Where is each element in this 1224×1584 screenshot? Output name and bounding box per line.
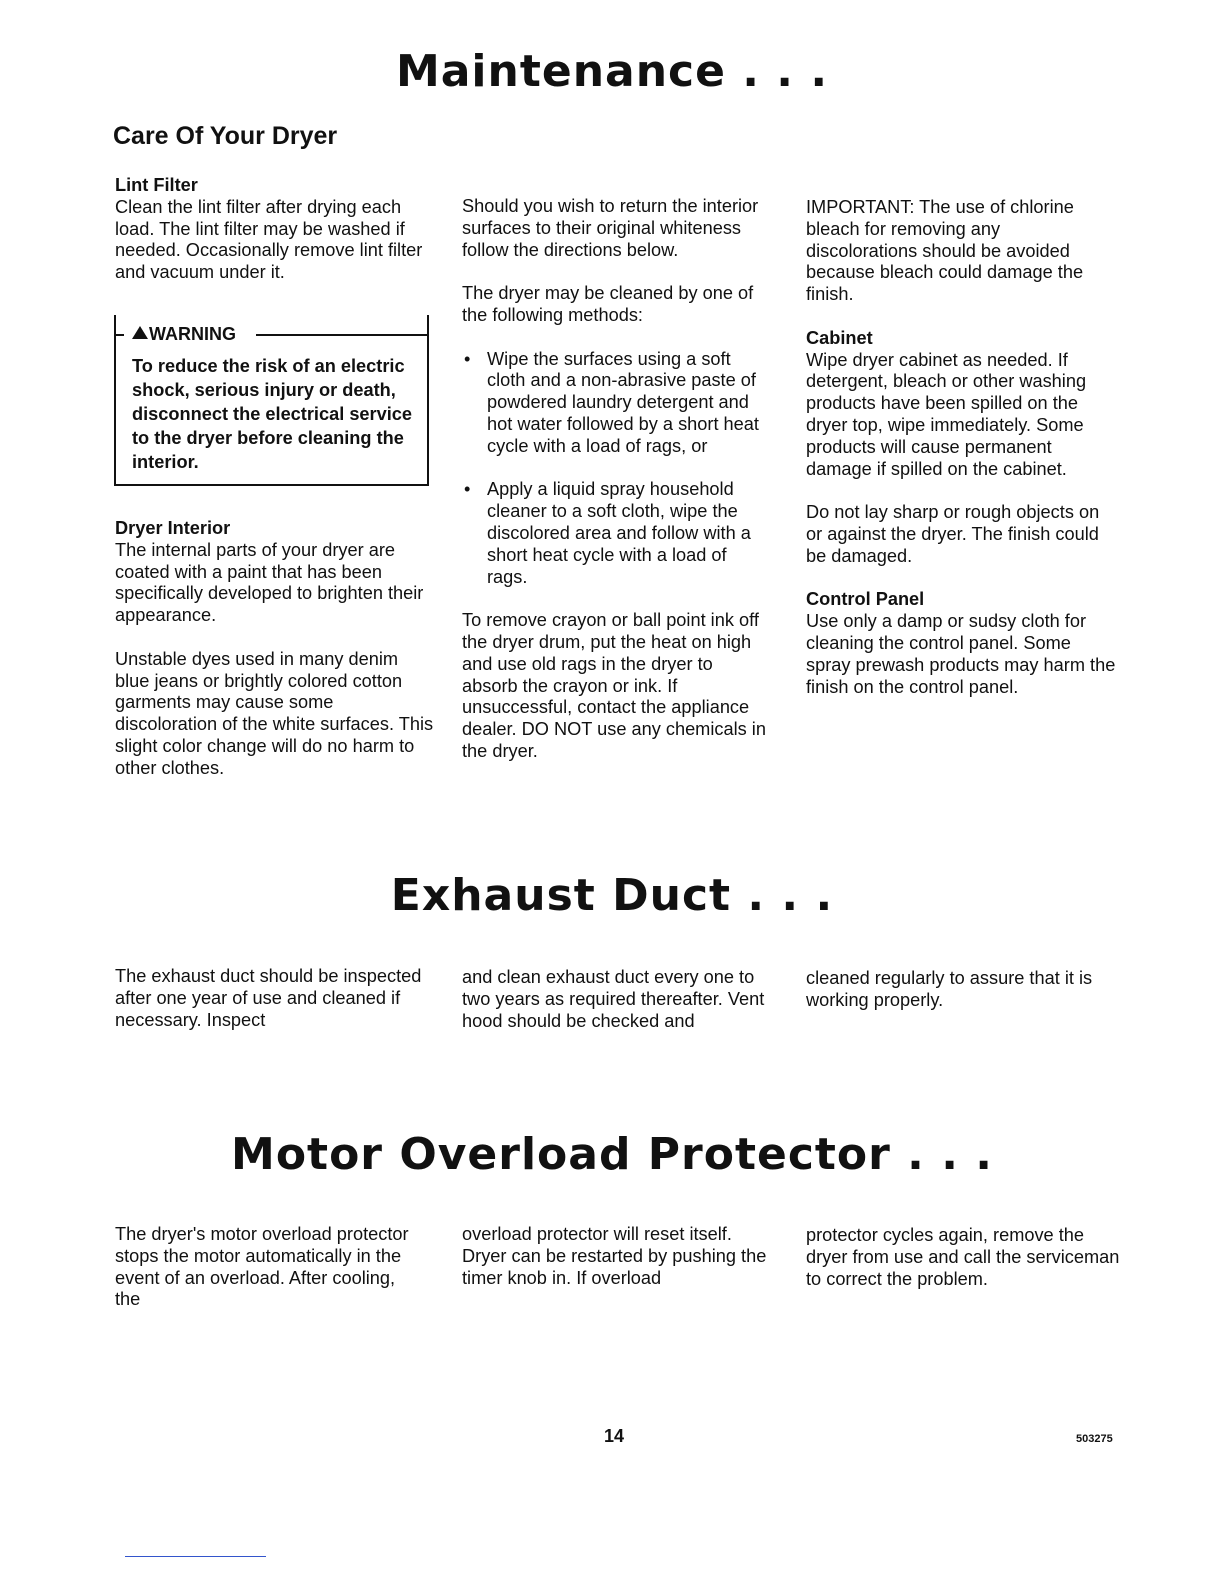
exhaust-col-1: The exhaust duct should be inspected after one year of use and cleaned if necessary. Inspect [115,966,422,1030]
cabinet-care-section [806,197,1116,698]
warning-box [114,315,429,486]
warning-border-left [114,334,124,336]
warning-heading [130,324,238,345]
list-item: • Apply a liquid spray household cleaner to a soft cloth, wipe the discolored area and follow with a short heat cycle with a load of rags. [464,479,751,587]
sharp-objects-text: Do not lay sharp or rough objects on or against the dryer. The finish could be damaged. [806,502,1100,566]
page-number: 14 [604,1426,625,1446]
lint-filter-text: Clean the lint filter after drying each load. The lint filter may be washed if needed. Occasionally remove lint filter and vacuum under it. [115,196,423,283]
dryer-interior-text-2: Unstable dyes used in many denim blue jeans or brightly colored cotton garments may cause some discoloration of the white surfaces. This slight color change will do no harm to other clothes. [115,648,434,778]
return-whiteness-text: Should you wish to return the interior surfaces to their original whiteness follow the directions below. [462,196,759,260]
warning-triangle-icon [132,326,148,339]
maintenance-title: Maintenance . . . [395,46,829,97]
care-subtitle: Care Of Your Dryer [113,122,338,150]
warning-text: To reduce the risk of an electric shock, serious injury or death, disconnect the electrical service to the dryer before cleaning the interior. [132,356,413,472]
list-item: • Wipe the surfaces using a soft cloth and a non-abrasive paste of powdered laundry detergent and hot water followed by a short heat cycle with a load of rags, or [464,348,759,456]
document-number: 503275 [1076,1433,1113,1445]
motor-overload-title: Motor Overload Protector . . . [231,1129,993,1180]
lint-filter-section [115,175,435,284]
lint-filter-heading: Lint Filter [115,175,198,195]
motor-col-2: overload protector will reset itself. Dryer can be restarted by pushing the timer knob in. If overload [462,1224,767,1288]
cleaning-methods-list [462,349,772,589]
bottom-divider [125,1556,266,1557]
motor-col-3: protector cycles again, remove the dryer from use and call the serviceman to correct the problem. [806,1225,1120,1289]
bullet-icon: • [464,479,471,500]
dryer-interior-text-1: The internal parts of your dryer are coated with a paint that has been specifically developed to brighten their appearance. [115,539,424,626]
cleaning-methods-section [462,196,772,763]
control-panel-heading: Control Panel [806,589,925,610]
cleaning-methods-intro: The dryer may be cleaned by one of the following methods: [462,283,754,325]
bullet-icon: • [464,348,471,369]
dryer-interior-section [115,518,435,780]
exhaust-col-3: cleaned regularly to assure that it is working properly. [806,968,1093,1010]
cabinet-text: Wipe dryer cabinet as needed. If detergent, bleach or other washing products have been spilled on the dryer top, wipe immediately. Some products will cause permanent damage if spilled on the cabinet. [806,349,1087,479]
control-panel-text: Use only a damp or sudsy cloth for cleaning the control panel. Some spray prewash products may harm the finish on the control panel. [806,611,1116,697]
warning-label: WARNING [149,324,236,344]
dryer-interior-heading: Dryer Interior [115,518,231,538]
exhaust-col-2: and clean exhaust duct every one to two years as required thereafter. Vent hood should be checked and [462,967,765,1031]
motor-col-1: The dryer's motor overload protector stops the motor automatically in the event of an overload. After cooling, the [115,1224,409,1310]
crayon-removal-text: To remove crayon or ball point ink off the dryer drum, put the heat on high and use old rags in the dryer to absorb the crayon or ink. If unsuccessful, contact the appliance dealer. DO NOT use any chemicals in the dryer. [462,610,766,761]
warning-border-right [256,334,429,336]
exhaust-duct-title: Exhaust Duct . . . [390,870,834,921]
cabinet-heading: Cabinet [806,327,873,348]
important-note: IMPORTANT: The use of chlorine bleach for removing any discolorations should be avoided because bleach could damage the finish. [806,197,1084,305]
